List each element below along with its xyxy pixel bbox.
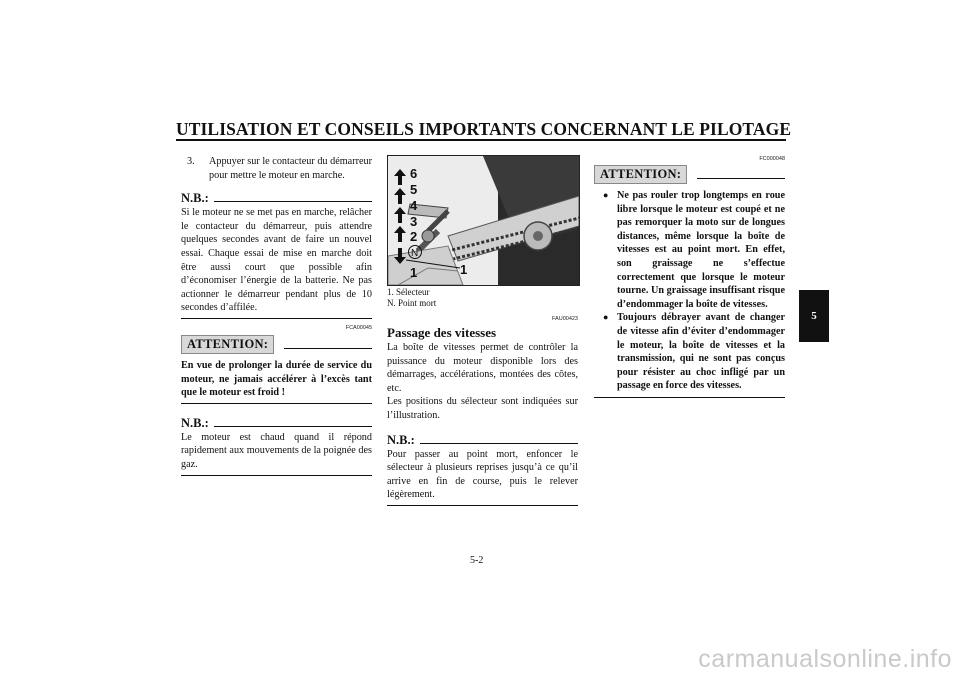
caution-2-bullet-2-text: Toujours débrayer avant de changer de vitesse afin d’éviter d’endommager le moteur, la boîte de vitesses et la transmission, qui ne sont pas conçus pour résister au choc infligé par un passage en force des vitesses. (617, 312, 785, 392)
gear-shift-illustration (388, 156, 579, 285)
caution-1-label: ATTENTION: (181, 335, 274, 354)
gear-label-neutral: N (411, 248, 419, 259)
step-3-number: 3. (187, 156, 195, 167)
note-1-rule (214, 201, 372, 202)
caution-2-ref: FC000048 (759, 156, 785, 162)
note-3-text: Pour passer au point mort, enfoncer le sélecteur à plusieurs reprises jusqu’à ce qu’il arrive en fin de course, puis le relever légèrement. (387, 448, 578, 501)
section-ref: FAU00423 (552, 316, 578, 322)
step-3 (181, 155, 372, 182)
bullet-dot-icon: ● (603, 312, 609, 323)
section-title: Passage des vitesses (387, 325, 497, 340)
note-1-heading (181, 191, 372, 205)
caution-1-rule (284, 348, 372, 349)
caution-1-heading (181, 335, 372, 354)
note-2-label: N.B.: (181, 415, 209, 430)
bullet-dot-icon: ● (603, 190, 609, 200)
chapter-number: 5 (811, 310, 817, 322)
caution-2-bullet-1-text: Ne pas rouler trop longtemps en roue libre lorsque le moteur est coupé et ne pas remorquer la moto sur de longues distances, même lorsque la boîte de vitesses est au point mort. En effet, son graissage ne s’effectue correctement que lorsque le moteur tourne. Un graissage insuffisant risque d’endommager la boîte de vitesses. (617, 190, 785, 310)
gear-shift-figure (387, 155, 580, 286)
caution-1-ref: FCA00045 (345, 324, 372, 331)
figure-caption-2: N. Point mort (387, 298, 437, 308)
chapter-tab[interactable] (799, 290, 829, 342)
left-column (181, 155, 372, 476)
gear-label-2: 2 (410, 229, 418, 244)
note-2-end-rule (181, 475, 372, 476)
note-2-heading (181, 416, 372, 430)
note-1-label: N.B.: (181, 191, 209, 206)
note-2-text: Le moteur est chaud quand il répond rapidement aux mouvements de la poignée des gaz. (181, 431, 372, 470)
caution-2-label: ATTENTION: (594, 165, 687, 184)
header-rule (176, 139, 786, 141)
page-number: 5-2 (470, 555, 484, 566)
watermark: carmanualsonline.info (698, 645, 952, 673)
page-header-title: UTILISATION ET CONSEILS IMPORTANTS CONCERNANT LE PILOTAGE (176, 119, 792, 139)
caution-2-bullet-1 (594, 189, 785, 311)
caution-2-end-rule (594, 397, 785, 398)
caution-2-bullet-2 (594, 311, 785, 393)
note-3-rule (420, 443, 578, 444)
gear-label-4: 4 (410, 198, 418, 213)
note-2-rule (214, 426, 372, 427)
caution-2-heading (594, 165, 785, 184)
figure-callout-1: 1 (460, 262, 468, 277)
middle-column (387, 287, 578, 506)
note-1-text: Si le moteur ne se met pas en marche, relâcher le contacteur du démarreur, puis attendre quelques secondes avant de faire un nouvel essai. Chaque essai de mise en marche doit être aussi court que possible afin d’économiser l’énergie de la batterie. Ne pas actionner le démarreur pendant plus de 10 secondes d’affilée. (181, 207, 372, 314)
note-3-heading (387, 433, 578, 447)
caution-1-text: En vue de prolonger la durée de service du moteur, ne jamais accélérer à l’excès tant que le moteur est froid ! (181, 359, 372, 399)
section-para-1: La boîte de vitesses permet de contrôler la puissance du moteur disponible lors des démarrages, accélérations, montées des côtes, etc. (387, 342, 578, 394)
gear-label-5: 5 (410, 182, 418, 197)
gear-label-1: 1 (410, 265, 418, 280)
right-column (594, 156, 785, 398)
step-3-text: Appuyer sur le contacteur du démarreur pour mettre le moteur en marche. (209, 156, 372, 181)
gear-label-6: 6 (410, 166, 418, 181)
section-para-2: Les positions du sélecteur sont indiquées sur l’illustration. (387, 396, 578, 421)
note-1-end-rule (181, 318, 372, 319)
gear-label-3: 3 (410, 214, 418, 229)
figure-caption-1: 1. Sélecteur (387, 287, 430, 297)
caution-2-rule (697, 178, 785, 179)
note-3-end-rule (387, 505, 578, 506)
note-3-label: N.B.: (387, 432, 415, 447)
